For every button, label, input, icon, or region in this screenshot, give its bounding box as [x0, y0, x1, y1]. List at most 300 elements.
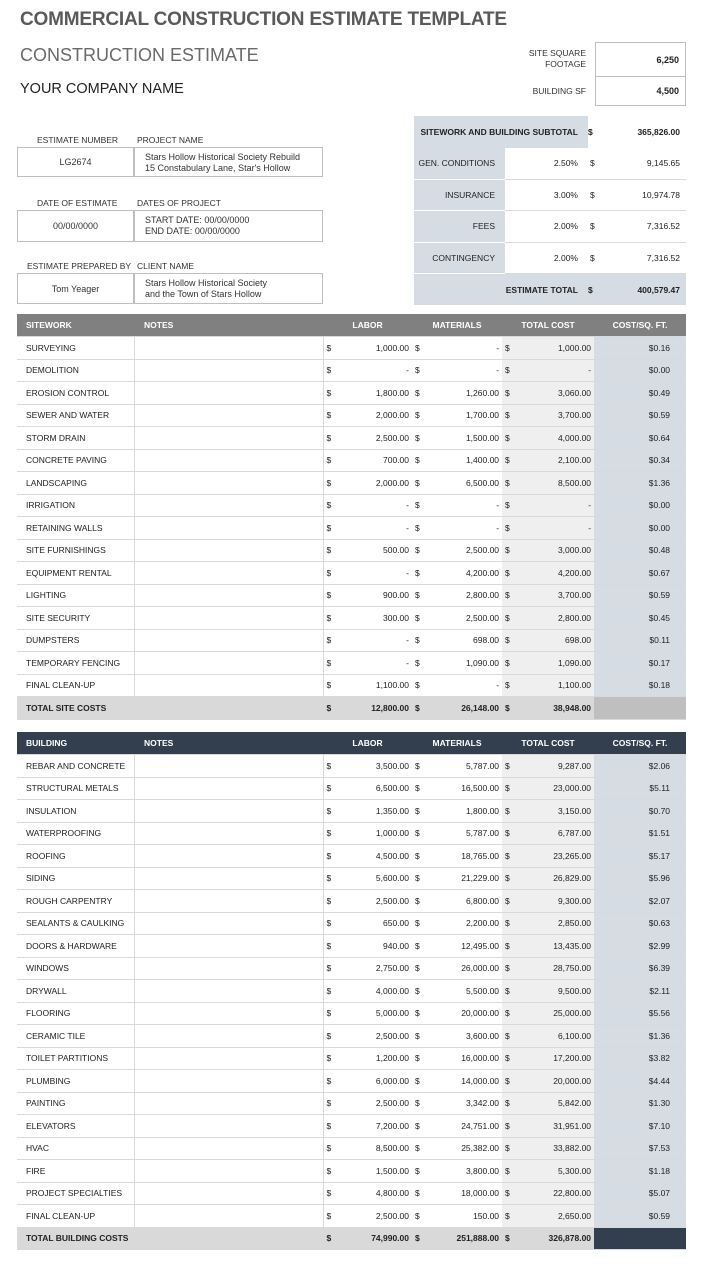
row-name: LIGHTING — [17, 584, 134, 607]
table-row — [17, 629, 686, 652]
row-labor[interactable]: 2,500.00 — [335, 890, 412, 913]
table-row — [17, 584, 686, 607]
row-labor[interactable]: 4,000.00 — [335, 980, 412, 1003]
currency-sign: $ — [502, 674, 514, 697]
row-labor[interactable]: - — [335, 517, 412, 540]
row-cost-sqft: $5.56 — [594, 1002, 686, 1025]
row-name: ROOFING — [17, 845, 134, 868]
currency-sign: $ — [502, 1047, 514, 1070]
row-materials[interactable]: 12,495.00 — [424, 935, 502, 958]
row-total-cost: 13,435.00 — [514, 935, 594, 958]
currency-sign: $ — [323, 517, 335, 540]
project-name-line-2: 15 Constabulary Lane, Star's Hollow — [145, 163, 291, 173]
table-row — [17, 674, 686, 697]
row-name: IRRIGATION — [17, 494, 134, 517]
date-of-estimate-field[interactable]: 00/00/0000 — [17, 210, 134, 242]
summary-row-pct[interactable]: 3.00% — [505, 179, 588, 211]
row-notes[interactable] — [134, 777, 323, 800]
row-labor[interactable]: 1,350.00 — [335, 800, 412, 823]
table-row — [17, 867, 686, 890]
row-materials[interactable]: 20,000.00 — [424, 1002, 502, 1025]
row-total-cost: 1,090.00 — [514, 652, 594, 675]
row-notes[interactable] — [134, 607, 323, 630]
row-notes[interactable] — [134, 1205, 323, 1228]
row-cost-sqft: $0.70 — [594, 800, 686, 823]
currency-sign: $ — [412, 890, 424, 913]
row-materials[interactable]: 4,200.00 — [424, 562, 502, 585]
row-cost-sqft: $0.34 — [594, 449, 686, 472]
row-notes[interactable] — [134, 562, 323, 585]
row-cost-sqft: $7.53 — [594, 1137, 686, 1160]
table-row — [17, 472, 686, 495]
currency-sign: $ — [412, 494, 424, 517]
currency-sign: $ — [323, 980, 335, 1003]
row-total-cost: 5,842.00 — [514, 1092, 594, 1115]
row-name: STRUCTURAL METALS — [17, 777, 134, 800]
total-materials: 251,888.00 — [424, 1227, 502, 1250]
row-labor[interactable]: 7,200.00 — [335, 1115, 412, 1138]
row-labor[interactable]: - — [335, 494, 412, 517]
total-labor: 12,800.00 — [335, 697, 412, 720]
estimate-number-field[interactable]: LG2674 — [17, 147, 134, 177]
row-cost-sqft: $0.18 — [594, 674, 686, 697]
row-total-cost: 3,000.00 — [514, 539, 594, 562]
currency-sign: $ — [502, 777, 514, 800]
row-notes[interactable] — [134, 652, 323, 675]
row-materials[interactable]: - — [424, 517, 502, 540]
currency-sign: $ — [323, 1182, 335, 1205]
row-labor[interactable]: 3,500.00 — [335, 755, 412, 778]
row-labor[interactable]: - — [335, 629, 412, 652]
col-header-materials: MATERIALS — [412, 732, 502, 755]
row-labor[interactable]: 2,750.00 — [335, 957, 412, 980]
row-labor[interactable]: 900.00 — [335, 584, 412, 607]
currency-sign: $ — [412, 539, 424, 562]
estimate-total-label: ESTIMATE TOTAL — [414, 274, 588, 306]
row-labor[interactable]: 2,000.00 — [335, 404, 412, 427]
row-cost-sqft: $0.63 — [594, 912, 686, 935]
currency-sign: $ — [323, 890, 335, 913]
summary-row-amount: 9,145.65 — [604, 148, 686, 180]
currency-sign: $ — [323, 822, 335, 845]
row-notes[interactable] — [134, 800, 323, 823]
row-materials[interactable]: 25,382.00 — [424, 1137, 502, 1160]
currency-sign: $ — [412, 1025, 424, 1048]
table-row — [17, 539, 686, 562]
row-notes[interactable] — [134, 494, 323, 517]
row-notes[interactable] — [134, 1025, 323, 1048]
company-name[interactable]: YOUR COMPANY NAME — [20, 81, 184, 97]
currency-sign: $ — [502, 584, 514, 607]
row-notes[interactable] — [134, 1137, 323, 1160]
row-labor[interactable]: - — [335, 562, 412, 585]
row-notes[interactable] — [134, 867, 323, 890]
currency-sign: $ — [502, 867, 514, 890]
currency-sign: $ — [502, 1205, 514, 1228]
currency-sign: $ — [323, 584, 335, 607]
row-materials[interactable]: 5,787.00 — [424, 822, 502, 845]
row-name: EROSION CONTROL — [17, 382, 134, 405]
currency-sign: $ — [588, 211, 604, 243]
row-materials[interactable]: - — [424, 337, 502, 360]
table-row — [17, 449, 686, 472]
summary-row-label: CONTINGENCY — [414, 242, 505, 274]
row-cost-sqft: $3.82 — [594, 1047, 686, 1070]
row-materials[interactable]: 1,260.00 — [424, 382, 502, 405]
table-row — [17, 427, 686, 450]
row-notes[interactable] — [134, 584, 323, 607]
row-notes[interactable] — [134, 1047, 323, 1070]
currency-sign: $ — [502, 912, 514, 935]
table-row — [17, 1047, 686, 1070]
row-labor[interactable]: 2,500.00 — [335, 427, 412, 450]
currency-sign: $ — [502, 957, 514, 980]
row-name: PLUMBING — [17, 1070, 134, 1093]
currency-sign: $ — [502, 539, 514, 562]
table-row — [17, 1182, 686, 1205]
row-name: STORM DRAIN — [17, 427, 134, 450]
row-notes[interactable] — [134, 912, 323, 935]
currency-sign: $ — [323, 697, 335, 720]
row-labor[interactable]: 2,000.00 — [335, 472, 412, 495]
currency-sign: $ — [412, 1227, 424, 1250]
row-materials[interactable]: - — [424, 674, 502, 697]
row-total-cost: 22,800.00 — [514, 1182, 594, 1205]
row-total-cost: 23,265.00 — [514, 845, 594, 868]
site-sf-value[interactable]: 6,250 — [595, 42, 686, 77]
row-total-cost: 8,500.00 — [514, 472, 594, 495]
row-notes[interactable] — [134, 1092, 323, 1115]
row-notes[interactable] — [134, 382, 323, 405]
row-name: PROJECT SPECIALTIES — [17, 1182, 134, 1205]
table-row — [17, 1137, 686, 1160]
row-labor[interactable]: 5,000.00 — [335, 1002, 412, 1025]
row-notes[interactable] — [134, 472, 323, 495]
subtotal-label: SITEWORK AND BUILDING SUBTOTAL — [414, 116, 588, 148]
currency-sign: $ — [412, 1160, 424, 1183]
currency-sign: $ — [588, 242, 604, 274]
row-name: DOORS & HARDWARE — [17, 935, 134, 958]
row-labor[interactable]: 2,500.00 — [335, 1205, 412, 1228]
currency-sign: $ — [502, 1227, 514, 1250]
currency-sign: $ — [502, 1160, 514, 1183]
row-notes[interactable] — [134, 629, 323, 652]
currency-sign: $ — [412, 980, 424, 1003]
row-materials[interactable]: 6,500.00 — [424, 472, 502, 495]
col-header-sitework: SITEWORK — [17, 314, 134, 337]
row-cost-sqft: $0.48 — [594, 539, 686, 562]
row-labor[interactable]: 5,600.00 — [335, 867, 412, 890]
summary-table — [414, 116, 686, 305]
currency-sign: $ — [412, 382, 424, 405]
table-row — [17, 957, 686, 980]
currency-sign: $ — [323, 1002, 335, 1025]
row-materials[interactable]: 21,229.00 — [424, 867, 502, 890]
row-labor[interactable]: 1,000.00 — [335, 337, 412, 360]
table-row — [17, 337, 686, 360]
row-notes[interactable] — [134, 890, 323, 913]
currency-sign: $ — [412, 562, 424, 585]
row-materials[interactable]: 1,700.00 — [424, 404, 502, 427]
client-line-2: and the Town of Stars Hollow — [145, 289, 262, 299]
summary-row-pct[interactable]: 2.00% — [505, 242, 588, 274]
row-labor[interactable]: 4,500.00 — [335, 845, 412, 868]
row-materials[interactable]: 16,000.00 — [424, 1047, 502, 1070]
currency-sign: $ — [412, 517, 424, 540]
row-total-cost: - — [514, 359, 594, 382]
row-labor[interactable]: 1,800.00 — [335, 382, 412, 405]
row-materials[interactable]: 3,800.00 — [424, 1160, 502, 1183]
row-cost-sqft: $1.36 — [594, 472, 686, 495]
row-name: PAINTING — [17, 1092, 134, 1115]
row-notes[interactable] — [134, 427, 323, 450]
building-body — [17, 755, 686, 1228]
row-notes[interactable] — [134, 822, 323, 845]
currency-sign: $ — [412, 755, 424, 778]
row-cost-sqft: $5.07 — [594, 1182, 686, 1205]
row-notes[interactable] — [134, 539, 323, 562]
row-labor[interactable]: 300.00 — [335, 607, 412, 630]
row-notes[interactable] — [134, 1115, 323, 1138]
row-name: SIDING — [17, 867, 134, 890]
row-total-cost: 4,200.00 — [514, 562, 594, 585]
currency-sign: $ — [323, 1092, 335, 1115]
total-sf-blank — [594, 697, 686, 720]
currency-sign: $ — [412, 427, 424, 450]
project-name-field[interactable] — [134, 147, 323, 177]
summary-row-pct[interactable]: 2.50% — [505, 148, 588, 180]
row-labor[interactable]: 940.00 — [335, 935, 412, 958]
prepared-by-field[interactable]: Tom Yeager — [17, 273, 134, 304]
row-labor[interactable]: 6,000.00 — [335, 1070, 412, 1093]
subtotal-value: 365,826.00 — [604, 116, 686, 148]
currency-sign: $ — [502, 980, 514, 1003]
total-cost: 38,948.00 — [514, 697, 594, 720]
end-date: END DATE: 00/00/0000 — [145, 226, 240, 236]
currency-sign: $ — [502, 1002, 514, 1025]
currency-sign: $ — [323, 337, 335, 360]
row-name: DRYWALL — [17, 980, 134, 1003]
project-name-line-1: Stars Hollow Historical Society Rebuild — [145, 152, 301, 162]
currency-sign: $ — [323, 607, 335, 630]
dates-of-project-field[interactable] — [134, 210, 323, 242]
row-notes[interactable] — [134, 980, 323, 1003]
row-notes[interactable] — [134, 1070, 323, 1093]
row-labor[interactable]: - — [335, 359, 412, 382]
row-materials[interactable]: 2,500.00 — [424, 607, 502, 630]
row-labor[interactable]: 650.00 — [335, 912, 412, 935]
client-name-field[interactable] — [134, 273, 323, 304]
row-cost-sqft: $0.11 — [594, 629, 686, 652]
table-row — [17, 359, 686, 382]
row-name: SEWER AND WATER — [17, 404, 134, 427]
row-name: CONCRETE PAVING — [17, 449, 134, 472]
row-labor[interactable]: 1,500.00 — [335, 1160, 412, 1183]
currency-sign: $ — [412, 629, 424, 652]
currency-sign: $ — [502, 517, 514, 540]
currency-sign: $ — [323, 404, 335, 427]
row-materials[interactable]: 2,800.00 — [424, 584, 502, 607]
row-name: DEMOLITION — [17, 359, 134, 382]
row-name: ELEVATORS — [17, 1115, 134, 1138]
table-row — [17, 1115, 686, 1138]
row-total-cost: 31,951.00 — [514, 1115, 594, 1138]
row-labor[interactable]: 1,200.00 — [335, 1047, 412, 1070]
row-materials[interactable]: 1,500.00 — [424, 427, 502, 450]
row-materials[interactable]: 150.00 — [424, 1205, 502, 1228]
row-total-cost: 698.00 — [514, 629, 594, 652]
currency-sign: $ — [323, 1025, 335, 1048]
table-row — [17, 890, 686, 913]
table-row — [17, 755, 686, 778]
row-labor[interactable]: - — [335, 652, 412, 675]
row-notes[interactable] — [134, 755, 323, 778]
row-notes[interactable] — [134, 1160, 323, 1183]
row-total-cost: 20,000.00 — [514, 1070, 594, 1093]
col-header-notes: NOTES — [134, 732, 323, 755]
row-labor[interactable]: 8,500.00 — [335, 1137, 412, 1160]
currency-sign: $ — [412, 652, 424, 675]
row-total-cost: 2,100.00 — [514, 449, 594, 472]
row-name: WINDOWS — [17, 957, 134, 980]
summary-row-pct[interactable]: 2.00% — [505, 211, 588, 243]
building-sf-value[interactable]: 4,500 — [595, 76, 686, 106]
row-materials[interactable]: 5,500.00 — [424, 980, 502, 1003]
row-materials[interactable]: 1,800.00 — [424, 800, 502, 823]
currency-sign: $ — [323, 1205, 335, 1228]
row-name: FINAL CLEAN-UP — [17, 1205, 134, 1228]
currency-sign: $ — [323, 1227, 335, 1250]
total-labor: 74,990.00 — [335, 1227, 412, 1250]
row-cost-sqft: $7.10 — [594, 1115, 686, 1138]
row-total-cost: 25,000.00 — [514, 1002, 594, 1025]
currency-sign: $ — [412, 404, 424, 427]
currency-sign: $ — [323, 912, 335, 935]
row-materials[interactable]: 698.00 — [424, 629, 502, 652]
currency-sign: $ — [502, 1115, 514, 1138]
row-labor[interactable]: 4,800.00 — [335, 1182, 412, 1205]
row-name: REBAR AND CONCRETE — [17, 755, 134, 778]
row-name: LANDSCAPING — [17, 472, 134, 495]
currency-sign: $ — [412, 1002, 424, 1025]
col-header-cost-sqft: COST/SQ. FT. — [594, 732, 686, 755]
row-total-cost: - — [514, 494, 594, 517]
currency-sign: $ — [502, 404, 514, 427]
row-labor[interactable]: 6,500.00 — [335, 777, 412, 800]
currency-sign: $ — [502, 427, 514, 450]
row-labor[interactable]: 1,100.00 — [335, 674, 412, 697]
currency-sign: $ — [323, 652, 335, 675]
row-materials[interactable]: 3,600.00 — [424, 1025, 502, 1048]
row-notes[interactable] — [134, 404, 323, 427]
row-name: ROUGH CARPENTRY — [17, 890, 134, 913]
row-name: TOILET PARTITIONS — [17, 1047, 134, 1070]
row-name: RETAINING WALLS — [17, 517, 134, 540]
row-materials[interactable]: 18,765.00 — [424, 845, 502, 868]
table-row — [17, 1025, 686, 1048]
currency-sign: $ — [412, 822, 424, 845]
currency-sign: $ — [588, 274, 604, 306]
currency-sign: $ — [588, 148, 604, 180]
row-materials[interactable]: 18,000.00 — [424, 1182, 502, 1205]
row-total-cost: 2,650.00 — [514, 1205, 594, 1228]
row-total-cost: 6,787.00 — [514, 822, 594, 845]
row-materials[interactable]: 1,400.00 — [424, 449, 502, 472]
currency-sign: $ — [323, 359, 335, 382]
row-labor[interactable]: 1,000.00 — [335, 822, 412, 845]
row-notes[interactable] — [134, 359, 323, 382]
row-materials[interactable]: - — [424, 359, 502, 382]
table-row — [17, 1205, 686, 1228]
total-materials: 26,148.00 — [424, 697, 502, 720]
row-total-cost: 5,300.00 — [514, 1160, 594, 1183]
row-materials[interactable]: 24,751.00 — [424, 1115, 502, 1138]
sitework-total-row — [17, 697, 686, 720]
currency-sign: $ — [323, 867, 335, 890]
table-row — [17, 1070, 686, 1093]
row-materials[interactable]: - — [424, 494, 502, 517]
client-name-label: CLIENT NAME — [137, 261, 194, 271]
row-labor[interactable]: 700.00 — [335, 449, 412, 472]
row-notes[interactable] — [134, 674, 323, 697]
row-materials[interactable]: 2,200.00 — [424, 912, 502, 935]
row-notes[interactable] — [134, 957, 323, 980]
table-row — [17, 912, 686, 935]
total-sf-blank — [594, 1227, 686, 1250]
row-notes[interactable] — [134, 845, 323, 868]
row-notes[interactable] — [134, 1182, 323, 1205]
row-labor[interactable]: 2,500.00 — [335, 1025, 412, 1048]
row-total-cost: 2,850.00 — [514, 912, 594, 935]
currency-sign: $ — [323, 957, 335, 980]
currency-sign: $ — [502, 652, 514, 675]
currency-sign: $ — [502, 890, 514, 913]
row-materials[interactable]: 5,787.00 — [424, 755, 502, 778]
row-cost-sqft: $1.18 — [594, 1160, 686, 1183]
row-materials[interactable]: 2,500.00 — [424, 539, 502, 562]
row-total-cost: 9,500.00 — [514, 980, 594, 1003]
row-materials[interactable]: 1,090.00 — [424, 652, 502, 675]
row-materials[interactable]: 16,500.00 — [424, 777, 502, 800]
currency-sign: $ — [502, 1092, 514, 1115]
row-cost-sqft: $0.16 — [594, 337, 686, 360]
row-notes[interactable] — [134, 935, 323, 958]
row-notes[interactable] — [134, 1002, 323, 1025]
estimate-total-value: 400,579.47 — [604, 274, 686, 306]
currency-sign: $ — [412, 777, 424, 800]
row-materials[interactable]: 6,800.00 — [424, 890, 502, 913]
currency-sign: $ — [323, 935, 335, 958]
row-total-cost: 23,000.00 — [514, 777, 594, 800]
row-notes[interactable] — [134, 337, 323, 360]
row-labor[interactable]: 500.00 — [335, 539, 412, 562]
row-notes[interactable] — [134, 517, 323, 540]
table-row — [17, 980, 686, 1003]
currency-sign: $ — [412, 800, 424, 823]
summary-row-label: GEN. CONDITIONS — [414, 148, 505, 180]
col-header-cost-sqft: COST/SQ. FT. — [594, 314, 686, 337]
row-materials[interactable]: 14,000.00 — [424, 1070, 502, 1093]
row-labor[interactable]: 2,500.00 — [335, 1092, 412, 1115]
currency-sign: $ — [412, 472, 424, 495]
row-materials[interactable]: 26,000.00 — [424, 957, 502, 980]
row-notes[interactable] — [134, 449, 323, 472]
row-name: WATERPROOFING — [17, 822, 134, 845]
currency-sign: $ — [412, 912, 424, 935]
table-row — [17, 822, 686, 845]
row-materials[interactable]: 3,342.00 — [424, 1092, 502, 1115]
table-row — [17, 562, 686, 585]
